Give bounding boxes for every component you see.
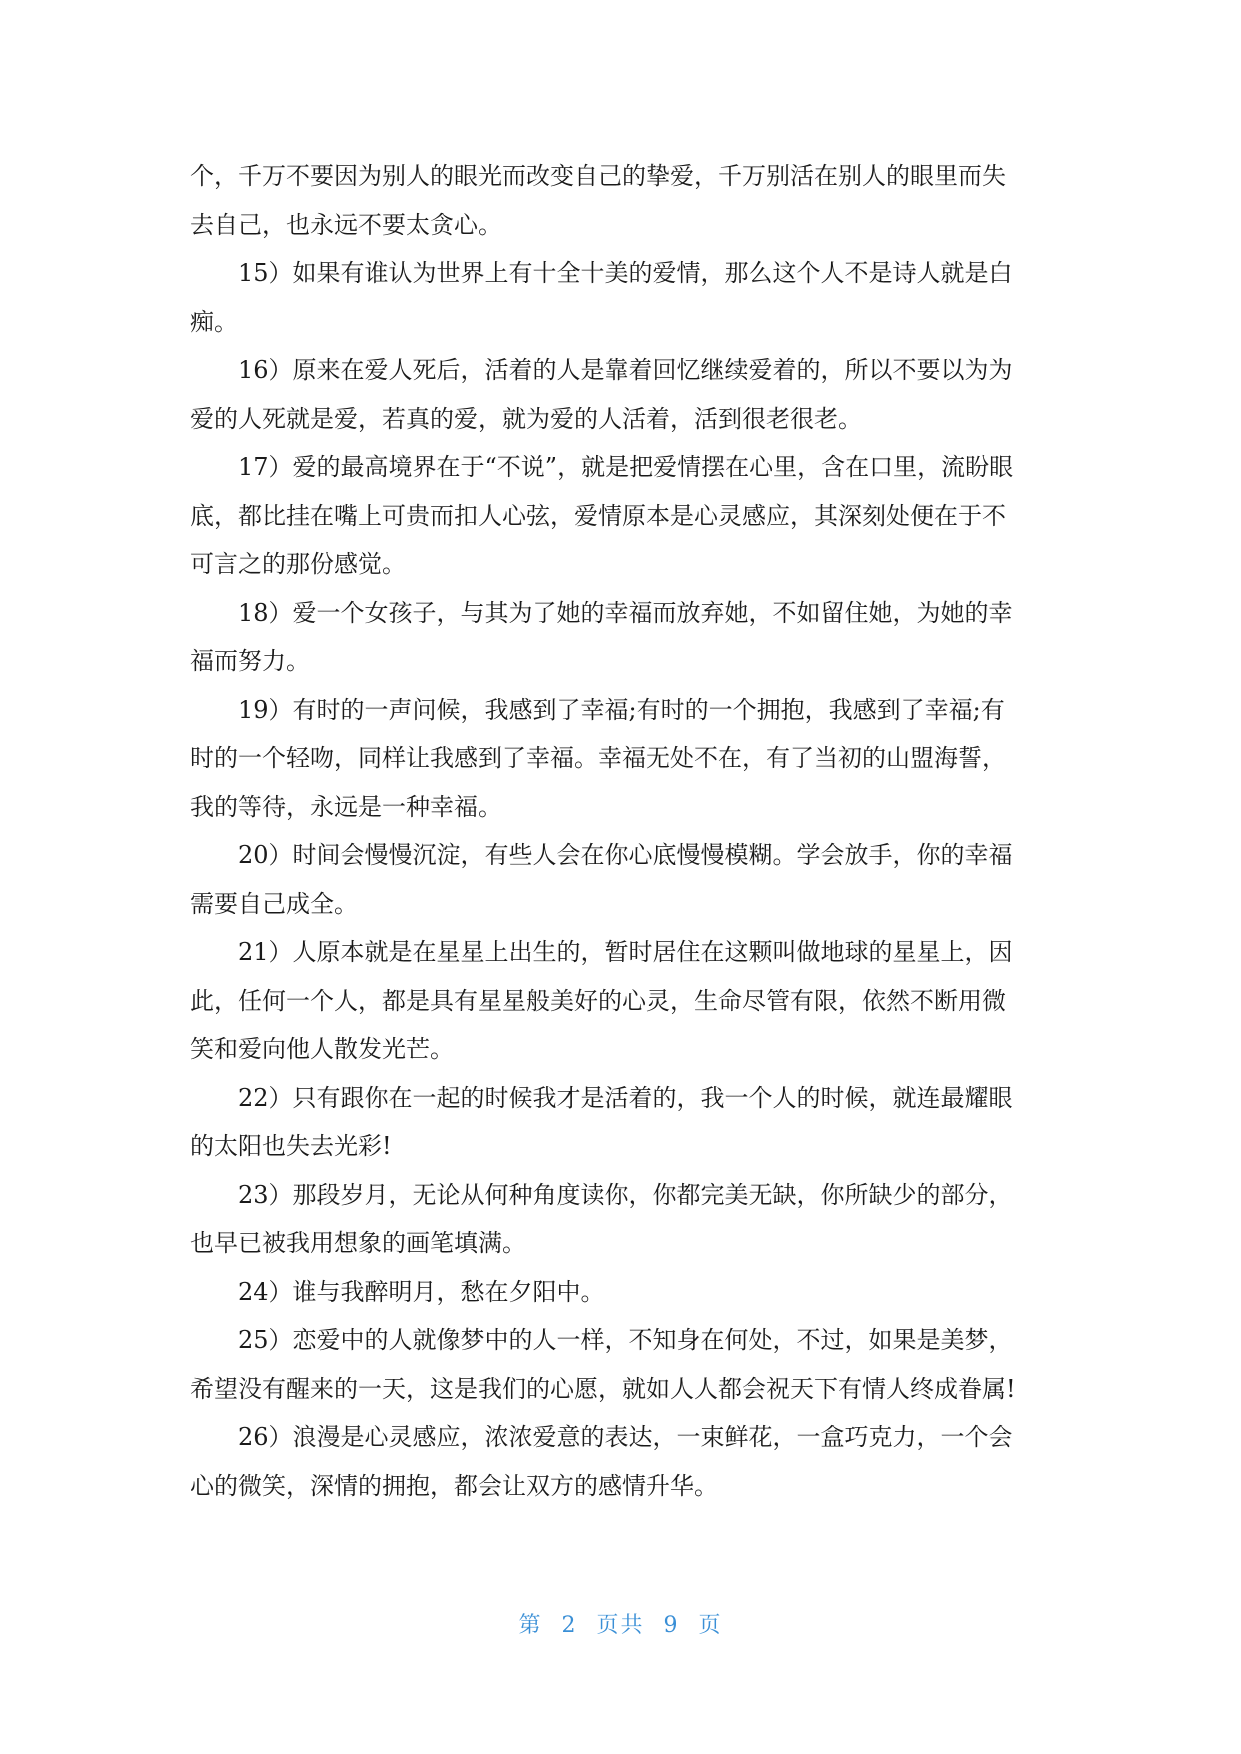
text-line: 此，任何一个人，都是具有星星般美好的心灵，生命尽管有限，依然不断用微 — [190, 986, 1006, 1015]
text-line: 心的微笑，深情的拥抱，都会让双方的感情升华。 — [190, 1471, 718, 1500]
paragraph-continuation — [190, 152, 1050, 249]
text-line: 25）恋爱中的人就像梦中的人一样，不知身在何处，不过，如果是美梦， — [238, 1326, 1013, 1354]
text-line: 17）爱的最高境界在于“不说”，就是把爱情摆在心里，含在口里，流盼眼 — [238, 453, 1014, 481]
paragraph-16 — [190, 346, 1050, 443]
text-line: 23）那段岁月，无论从何种角度读你，你都完美无缺，你所缺少的部分， — [238, 1180, 1013, 1209]
paragraph-21 — [190, 928, 1050, 1074]
text-line: 我的等待，永远是一种幸福。 — [190, 792, 502, 821]
paragraph-17 — [190, 443, 1050, 589]
text-line: 福而努力。 — [190, 647, 310, 675]
paragraph-20 — [190, 831, 1050, 928]
text-line: 19）有时的一声问候，我感到了幸福;有时的一个拥抱，我感到了幸福;有 — [238, 695, 1005, 724]
text-line: 18）爱一个女孩子，与其为了她的幸福而放弃她，不如留住她，为她的幸 — [238, 598, 1013, 627]
text-line: 希望没有醒来的一天，这是我们的心愿，就如人人都会祝天下有情人终成眷属! — [190, 1374, 1016, 1403]
text-line: 个，千万不要因为别人的眼光而改变自己的挚爱，千万别活在别人的眼里而失 — [190, 162, 1006, 190]
paragraph-18 — [190, 589, 1050, 686]
text-line: 22）只有跟你在一起的时候我才是活着的，我一个人的时候，就连最耀眼 — [238, 1083, 1013, 1112]
paragraph-26 — [190, 1413, 1050, 1510]
text-line: 痴。 — [190, 307, 238, 336]
text-line: 16）原来在爱人死后，活着的人是靠着回忆继续爱着的，所以不要以为为 — [238, 356, 1013, 384]
text-line: 26）浪漫是心灵感应，浓浓爱意的表达，一束鲜花，一盒巧克力，一个会 — [238, 1423, 1013, 1451]
text-line: 爱的人死就是爱，若真的爱，就为爱的人活着，活到很老很老。 — [190, 404, 862, 433]
text-line: 的太阳也失去光彩! — [190, 1132, 392, 1160]
text-line: 也早已被我用想象的画笔填满。 — [190, 1229, 526, 1257]
paragraph-15 — [190, 249, 1050, 346]
paragraph-22 — [190, 1074, 1050, 1171]
text-line: 15）如果有谁认为世界上有十全十美的爱情，那么这个人不是诗人就是白 — [238, 259, 1013, 287]
paragraph-23 — [190, 1171, 1050, 1268]
paragraph-25 — [190, 1316, 1050, 1413]
document-body — [190, 152, 1050, 1510]
page-number-footer: 第 2 页共 9 页 — [518, 1613, 723, 1638]
paragraph-19 — [190, 686, 1050, 832]
paragraph-24 — [190, 1268, 1050, 1317]
text-line: 21）人原本就是在星星上出生的，暂时居住在这颗叫做地球的星星上，因 — [238, 938, 1013, 966]
text-line: 20）时间会慢慢沉淀，有些人会在你心底慢慢模糊。学会放手，你的幸福 — [238, 841, 1013, 869]
text-line: 去自己，也永远不要太贪心。 — [190, 210, 502, 239]
text-line: 底，都比挂在嘴上可贵而扣人心弦，爱情原本是心灵感应，其深刻处便在于不 — [190, 501, 1006, 530]
text-line: 24）谁与我醉明月，愁在夕阳中。 — [238, 1277, 605, 1306]
text-line: 可言之的那份感觉。 — [190, 550, 406, 578]
text-line: 需要自己成全。 — [190, 889, 358, 918]
text-line: 时的一个轻吻，同样让我感到了幸福。幸福无处不在，有了当初的山盟海誓， — [190, 744, 1006, 772]
text-line: 笑和爱向他人散发光芒。 — [190, 1035, 454, 1063]
